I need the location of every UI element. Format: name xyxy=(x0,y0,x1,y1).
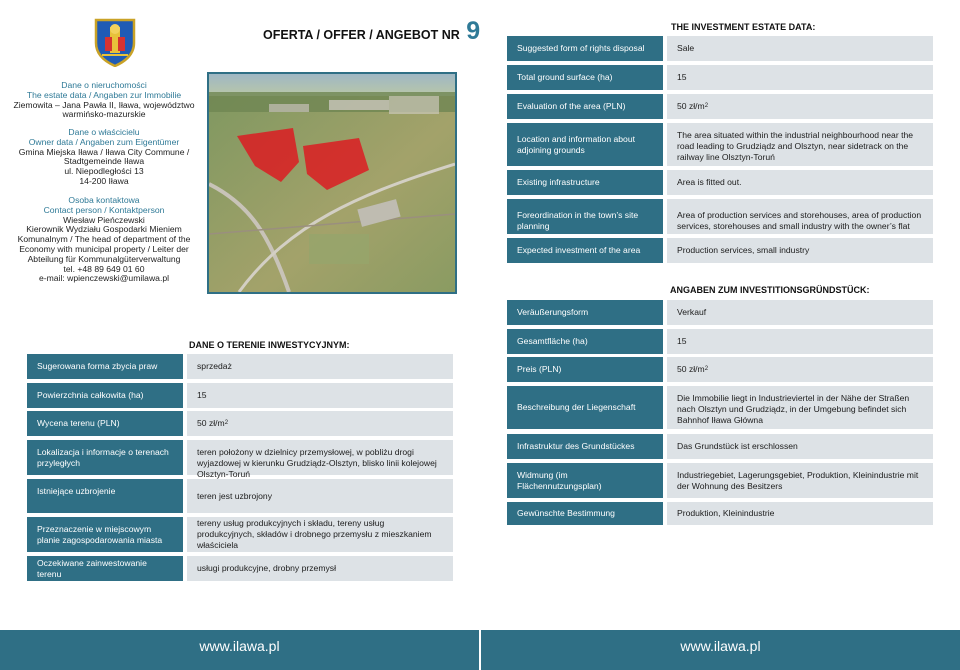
contact-role-line3: Economy with municipal property / Leiter der xyxy=(19,243,189,254)
de-value-gesamtflaeche: 15 xyxy=(667,329,933,354)
de-label-bestimmung: Gewünschte Bestimmung xyxy=(507,502,663,525)
de-label-widmung: Widmung (im Flächennutzungsplan) xyxy=(507,463,663,498)
pl-label-zainwestowanie: Oczekiwane zainwestowanie terenu xyxy=(27,556,183,581)
de-heading: ANGABEN ZUM INVESTITIONSGRÜNDSTÜCK: xyxy=(670,285,870,295)
en-value-evaluation-text: 50 zł/m xyxy=(677,101,705,111)
pl-value-wycena xyxy=(187,411,453,436)
de-value-beschreibung: Die Immobilie liegt in Industrieviertel in der Nähe der Straßen nach Olsztyn und Grudziądz, in der Umgebung befindet sich Bahnhof Iława Główna xyxy=(667,386,933,429)
en-value-infrastructure: Area is fitted out. xyxy=(667,170,933,195)
pl-label-przeznaczenie: Przeznaczenie w miejscowym planie zagospodarowania miasta xyxy=(27,517,183,552)
en-label-infrastructure: Existing infrastructure xyxy=(507,170,663,195)
en-value-expected-investment: Production services, small industry xyxy=(667,238,933,263)
en-label-foreordination: Foreordination in the town’s site planning xyxy=(507,199,663,234)
en-value-location: The area situated within the industrial neighbourhood near the road leading to Grudziądz and Olsztyn, near sidetrack on the railway line Olsztyn-Toruń xyxy=(667,123,933,166)
owner-line1: Gmina Miejska Iława / Iława City Commune / xyxy=(18,146,190,157)
footer-left xyxy=(0,630,479,670)
contact-heading-en-de: Contact person / Kontaktperson xyxy=(43,204,165,215)
en-label-total-surface: Total ground surface (ha) xyxy=(507,65,663,90)
footer-right xyxy=(481,630,960,670)
owner-heading-en-de: Owner data / Angaben zum Eigentümer xyxy=(28,136,180,147)
pl-value-wycena-text: 50 zł/m xyxy=(197,418,225,428)
en-label-evaluation: Evaluation of the area (PLN) xyxy=(507,94,663,119)
estate-address-line1: Ziemowita – Jana Pawła II, Iława, województwo xyxy=(13,99,195,110)
en-label-rights-disposal: Suggested form of rights disposal xyxy=(507,36,663,61)
contact-role-line2: Komunalnym / The head of department of the xyxy=(17,234,191,245)
de-label-infrastruktur: Infrastruktur des Grundstückes xyxy=(507,434,663,459)
offer-number: 9 xyxy=(466,17,481,45)
estate-heading-en-de: The estate data / Angaben zur Immobilie xyxy=(26,89,182,100)
pl-value-powierzchnia: 15 xyxy=(187,383,453,408)
pl-value-przeznaczenie: tereny usług produkcyjnych i składu, tereny usług produkcyjnych, składów i drobnego przemysłu z mieszkaniem właściciela xyxy=(187,517,453,552)
de-label-preis: Preis (PLN) xyxy=(507,357,663,382)
pl-label-lokalizacja: Lokalizacja i informacje o terenach przyległych xyxy=(27,440,183,475)
de-value-widmung: Industriegebiet, Lagerungsgebiet, Produktion, Kleinindustrie mit der Wohnung des Besitzers xyxy=(667,463,933,498)
aerial-photo xyxy=(207,72,457,294)
pl-label-wycena: Wycena terenu (PLN) xyxy=(27,411,183,436)
footer-left-url[interactable]: www.ilawa.pl xyxy=(199,638,280,654)
de-value-preis-sup: 2 xyxy=(704,366,709,372)
pl-value-uzbrojenie: teren jest uzbrojony xyxy=(187,479,453,513)
de-value-bestimmung: Produktion, Kleinindustrie xyxy=(667,502,933,525)
investment-heading: THE INVESTMENT ESTATE DATA: xyxy=(671,22,816,32)
pl-label-forma-zbycia: Sugerowana forma zbycia praw xyxy=(27,354,183,379)
pl-value-wycena-sup: 2 xyxy=(224,420,229,426)
en-value-foreordination: Area of production services and storehouses, area of production services, storehouses and small industry with the owner’s flat xyxy=(667,199,933,234)
pl-value-zainwestowanie: usługi produkcyjne, drobny przemysł xyxy=(187,556,453,581)
en-value-rights-disposal: Sale xyxy=(667,36,933,61)
contact-phone: tel. +48 89 649 01 60 xyxy=(63,263,145,274)
de-label-verausserungsform: Veräußerungsform xyxy=(507,300,663,325)
de-value-preis xyxy=(667,357,933,382)
footer-right-url[interactable]: www.ilawa.pl xyxy=(680,638,761,654)
en-label-expected-investment: Expected investment of the area xyxy=(507,238,663,263)
owner-line2: Stadtgemeinde Iława xyxy=(63,156,145,167)
pl-heading: DANE O TERENIE INWESTYCYJNYM: xyxy=(189,340,350,350)
offer-title-text: OFERTA / OFFER / ANGEBOT NR xyxy=(263,28,460,42)
contact-heading-pl: Osoba kontaktowa xyxy=(68,195,140,205)
contact-email[interactable]: e-mail: wpienczewski@umilawa.pl xyxy=(38,273,170,284)
contact-data xyxy=(10,196,198,284)
en-value-evaluation xyxy=(667,94,933,119)
owner-heading-pl: Dane o właścicielu xyxy=(68,127,140,137)
de-label-beschreibung: Beschreibung der Liegenschaft xyxy=(507,386,663,429)
estate-address-line2: warmińsko-mazurskie xyxy=(62,109,146,120)
contact-role-line4: Abteilung für Kommunalgüterverwaltung xyxy=(27,253,181,264)
de-value-infrastruktur: Das Grundstück ist erschlossen xyxy=(667,434,933,459)
contact-role-line1: Kierownik Wydziału Gospodarki Mieniem xyxy=(26,224,182,235)
pl-label-powierzchnia: Powierzchnia całkowita (ha) xyxy=(27,383,183,408)
estate-heading-pl: Dane o nieruchomości xyxy=(61,80,147,90)
pl-value-forma-zbycia: sprzedaż xyxy=(187,354,453,379)
de-label-gesamtflaeche: Gesamtfläche (ha) xyxy=(507,329,663,354)
en-label-location: Location and information about adjoining grounds xyxy=(507,123,663,166)
pl-label-uzbrojenie: Istniejące uzbrojenie xyxy=(27,479,183,513)
en-value-evaluation-sup: 2 xyxy=(704,103,709,109)
contact-name: Wiesław Pieńczewski xyxy=(63,214,145,225)
de-value-verausserungsform: Verkauf xyxy=(667,300,933,325)
owner-line3: ul. Niepodległości 13 xyxy=(64,166,144,177)
owner-data xyxy=(10,128,198,187)
offer-title xyxy=(263,17,480,46)
de-value-preis-text: 50 zł/m xyxy=(677,364,705,374)
coat-of-arms-icon xyxy=(94,17,136,67)
owner-line4: 14-200 Iława xyxy=(79,175,129,186)
en-value-total-surface: 15 xyxy=(667,65,933,90)
estate-data xyxy=(10,81,198,120)
pl-value-lokalizacja: teren położony w dzielnicy przemysłowej, w pobliżu drogi wyjazdowej w kierunku Grudziądz-Olsztyn, blisko linii kolejowej Olsztyn-Toruń xyxy=(187,440,453,475)
